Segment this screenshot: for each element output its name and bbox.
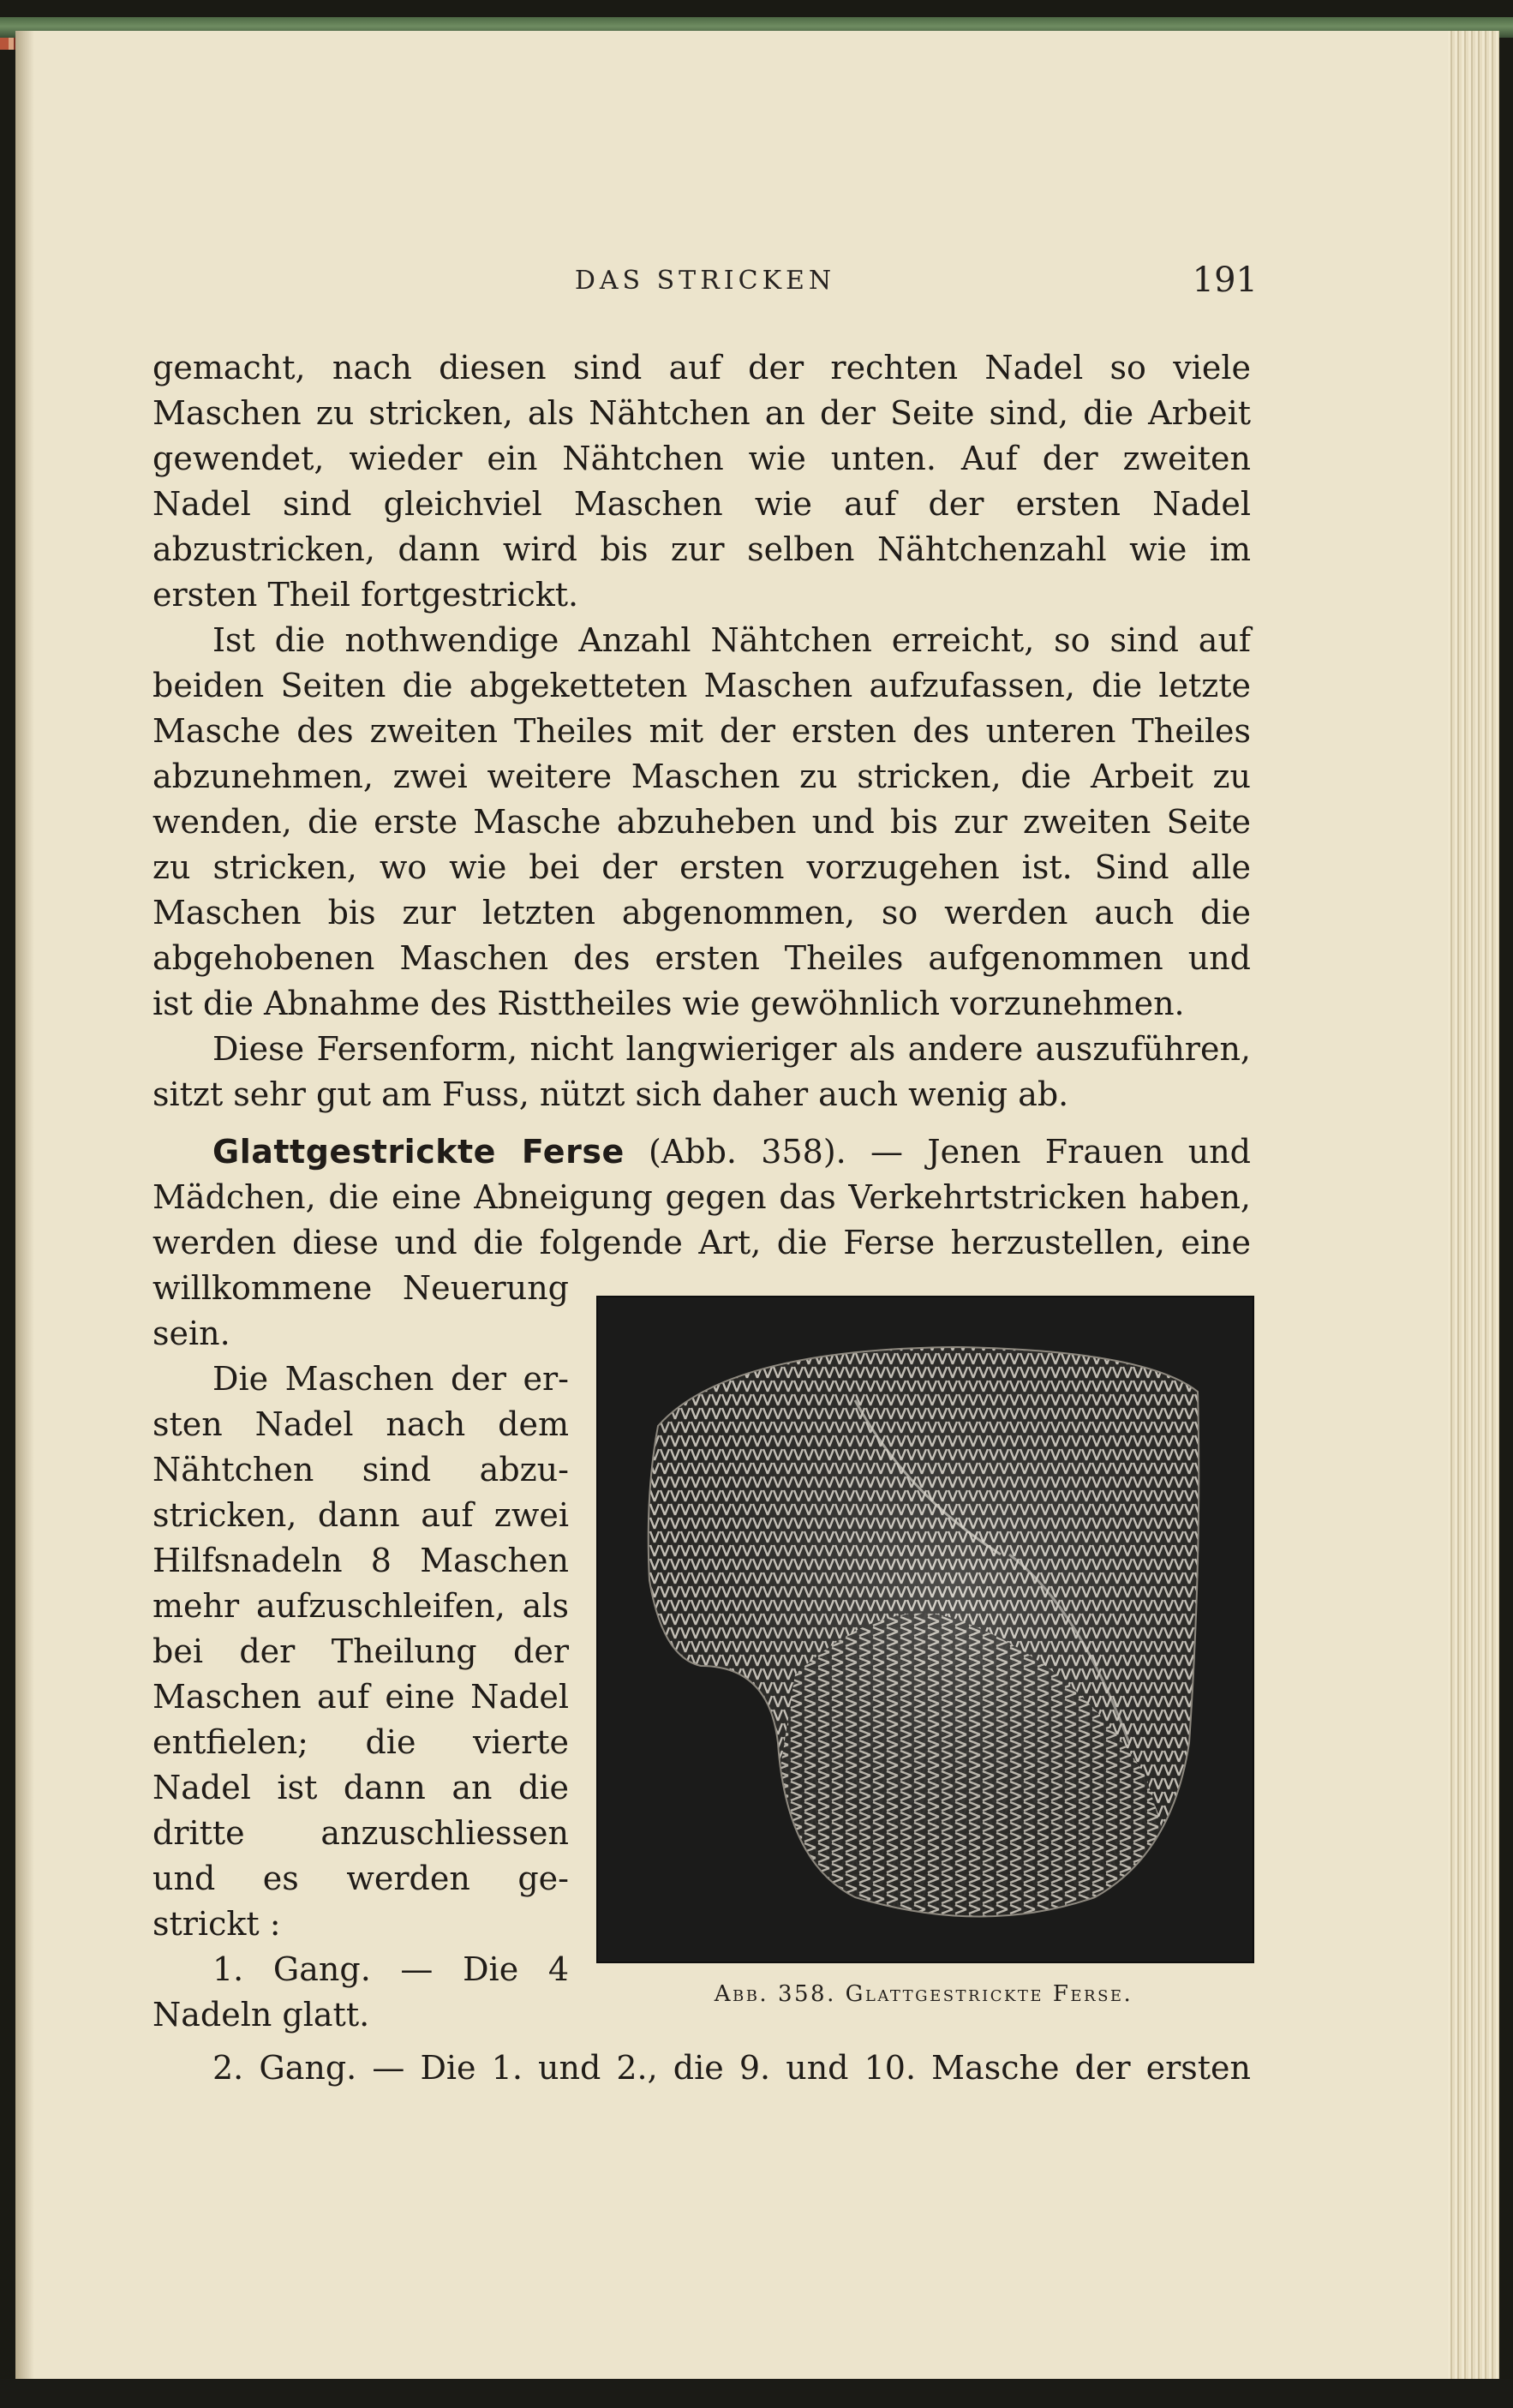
column-line: willkommene Neuerung xyxy=(152,1269,569,1307)
text-line: abgehobenen Maschen des ersten Theiles aufgenommen und xyxy=(152,939,1251,977)
column-line: dritte anzuschliessen xyxy=(152,1814,569,1852)
column-line: Die Maschen der er- xyxy=(212,1360,569,1398)
text-line: beiden Seiten die abgeketteten Maschen aufzufassen, die letzte xyxy=(152,667,1251,704)
column-line: Nadeln glatt. xyxy=(152,1996,370,2034)
text-line: zu stricken, wo wie bei der ersten vorzugehen ist. Sind alle xyxy=(152,848,1251,886)
text-line: Nadel sind gleichviel Maschen wie auf der ersten Nadel xyxy=(152,485,1251,523)
text-line: Maschen bis zur letzten abgenommen, so werden auch die xyxy=(152,894,1251,931)
column-line: und es werden ge- xyxy=(152,1860,569,1897)
text-line: gemacht, nach diesen sind auf der rechten Nadel so viele xyxy=(152,349,1251,386)
section-heading: Glattgestrickte Ferse xyxy=(212,1133,625,1171)
text-line: ist die Abnahme des Risttheiles wie gewöhnlich vorzunehmen. xyxy=(152,985,1185,1022)
column-line: strickt : xyxy=(152,1905,281,1943)
gutter-shadow xyxy=(15,31,34,2379)
text-line: Maschen zu stricken, als Nähtchen an der Seite sind, die Arbeit xyxy=(152,394,1251,432)
text-line: ersten Theil fortgestrickt. xyxy=(152,576,579,614)
text-line: sitzt sehr gut am Fuss, nützt sich daher auch wenig ab. xyxy=(152,1075,1069,1113)
section-heading-line xyxy=(152,1130,1251,1173)
text-line: Diese Fersenform, nicht langwieriger als andere auszuführen, xyxy=(212,1030,1251,1068)
column-line: mehr aufzuschleifen, als xyxy=(152,1587,569,1625)
figure-caption: Abb. 358. Glattgestrickte Ferse. xyxy=(714,1981,1133,2007)
bottom-shadow xyxy=(0,2379,1513,2408)
text-line: 2. Gang. — Die 1. und 2., die 9. und 10. Masche der ersten xyxy=(212,2049,1251,2087)
text-line: Masche des zweiten Theiles mit der ersten des unteren Theiles xyxy=(152,712,1251,750)
running-header xyxy=(152,261,1258,317)
column-line: entfielen; die vierte xyxy=(152,1723,569,1761)
page-number: 191 xyxy=(1192,261,1258,300)
page-edges xyxy=(1448,31,1499,2379)
text-line: wenden, die erste Masche abzuheben und bis zur zweiten Seite xyxy=(152,803,1251,841)
text-line: abzunehmen, zwei weitere Maschen zu stricken, die Arbeit zu xyxy=(152,758,1251,795)
running-title: DAS STRICKEN xyxy=(574,266,836,296)
text-line: Mädchen, die eine Abneigung gegen das Verkehrtstricken haben, xyxy=(152,1178,1251,1216)
column-line: bei der Theilung der xyxy=(152,1632,569,1670)
text-line: werden diese und die folgende Art, die Ferse herzustellen, eine xyxy=(152,1224,1251,1261)
column-line: 1. Gang. — Die 4 xyxy=(212,1950,569,1988)
column-line: sein. xyxy=(152,1315,230,1352)
text-line: abzustricken, dann wird bis zur selben Nähtchenzahl wie im xyxy=(152,530,1251,568)
column-line: Nähtchen sind abzu- xyxy=(152,1451,569,1489)
figure-knitted-heel xyxy=(596,1296,1254,1963)
column-line: Nadel ist dann an die xyxy=(152,1769,569,1806)
knitted-heel-illustration xyxy=(598,1297,1253,1962)
column-line: stricken, dann auf zwei xyxy=(152,1496,569,1534)
text-line: gewendet, wieder ein Nähtchen wie unten. Auf der zweiten xyxy=(152,440,1251,477)
column-line: Maschen auf eine Nadel xyxy=(152,1678,569,1716)
column-line: sten Nadel nach dem xyxy=(152,1405,569,1443)
text-line: Ist die nothwendige Anzahl Nähtchen erreicht, so sind auf xyxy=(212,621,1251,659)
section-heading-rest: (Abb. 358). — Jenen Frauen und xyxy=(624,1133,1251,1171)
column-line: Hilfsnadeln 8 Maschen xyxy=(152,1542,569,1579)
